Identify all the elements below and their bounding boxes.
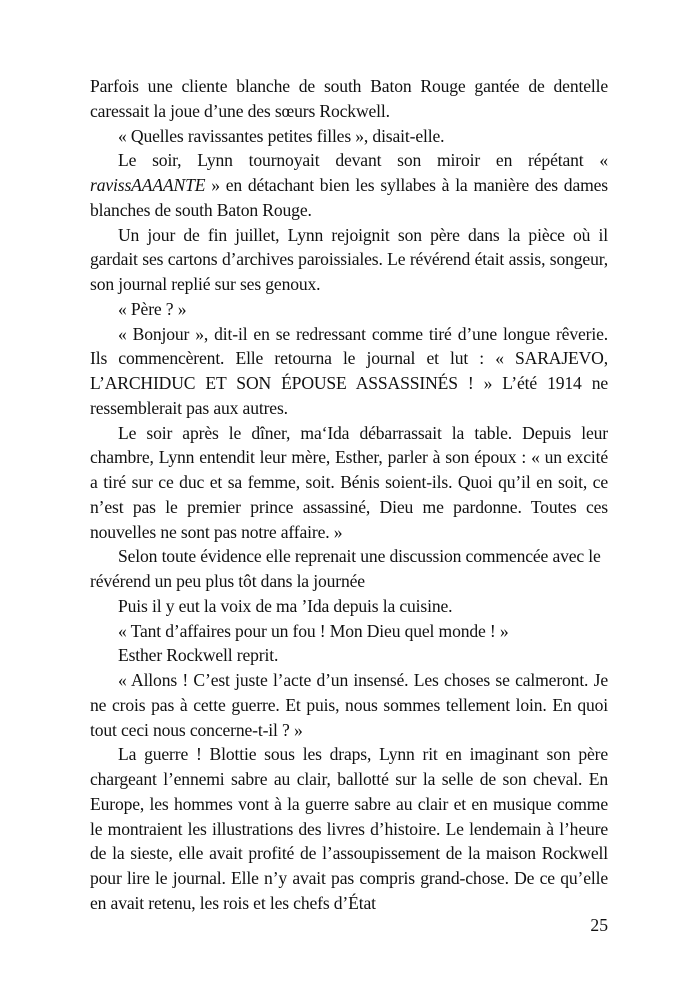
paragraph-7: Le soir après le dîner, ma‘Ida débarrassait la table. Depuis leur chambre, Lynn entendit leur mère, Esther, parler à son époux : « un excité a tiré sur ce duc et sa femme, soit. Bénis soient-ils. Quoi qu’il en soit, ce n’est pas le premier prince assassiné, Dieu me pardonne. Toutes ces nouvelles ne sont pas notre affaire. » [90, 422, 608, 542]
paragraph-3-before: Le soir, Lynn tournoyait devant son miroir en répétant « [118, 150, 608, 171]
paragraph-6: « Bonjour », dit-il en se redressant comme tiré d’une longue rêverie. Ils commencèrent. Elle retourna le journal et lut : « SARAJEVO, L’ARCHIDUC ET SON ÉPOUSE ASSASSINÉS ! » L’été 1914 ne ressemblerait pas aux autres. [90, 323, 608, 418]
paragraph-2: « Quelles ravissantes petites filles », disait-elle. [118, 125, 445, 146]
page-number: 25 [590, 915, 608, 935]
paragraph-8: Selon toute évidence elle reprenait une discussion commencée avec le révérend un peu plus tôt dans la journée [90, 546, 601, 591]
paragraph-10: « Tant d’affaires pour un fou ! Mon Dieu quel monde ! » [118, 620, 509, 641]
paragraph-3 [90, 148, 608, 222]
paragraph-3-after: » en détachant bien les syllabes à la manière des dames blanches de south Baton Rouge. [90, 175, 608, 220]
paragraph-1: Parfois une cliente blanche de south Baton Rouge gantée de dentelle caressait la joue d’une des sœurs Rockwell. [90, 76, 608, 121]
paragraph-3-italic: ravissAAAANTE [90, 175, 206, 195]
paragraph-5: « Père ? » [118, 298, 187, 319]
paragraph-11: Esther Rockwell reprit. [118, 645, 279, 666]
paragraph-12: « Allons ! C’est juste l’acte d’un insensé. Les choses se calmeront. Je ne crois pas à cette guerre. Et puis, nous sommes tellement loin. En quoi tout ceci nous concerne-t-il ? » [90, 670, 608, 740]
body-text [90, 74, 608, 916]
paragraph-4: Un jour de fin juillet, Lynn rejoignit son père dans la pièce où il gardait ses cartons d’archives paroissiales. Le révérend était assis, songeur, son journal replié sur ses genoux. [90, 224, 608, 294]
paragraph-13: La guerre ! Blottie sous les draps, Lynn rit en imaginant son père chargeant l’ennemi sabre au clair, ballotté sur la selle de son cheval. En Europe, les hommes vont à la guerre sabre au clair et en musique comme le montraient les illustrations des livres d’histoire. Le lendemain à l’heure de la sieste, elle avait profité de l’assoupissement de la maison Rockwell pour lire le journal. Elle n’y avait pas compris grand-chose. De ce qu’elle en avait retenu, les rois et les chefs d’État [90, 744, 608, 913]
paragraph-9: Puis il y eut la voix de ma ’Ida depuis la cuisine. [118, 595, 453, 616]
